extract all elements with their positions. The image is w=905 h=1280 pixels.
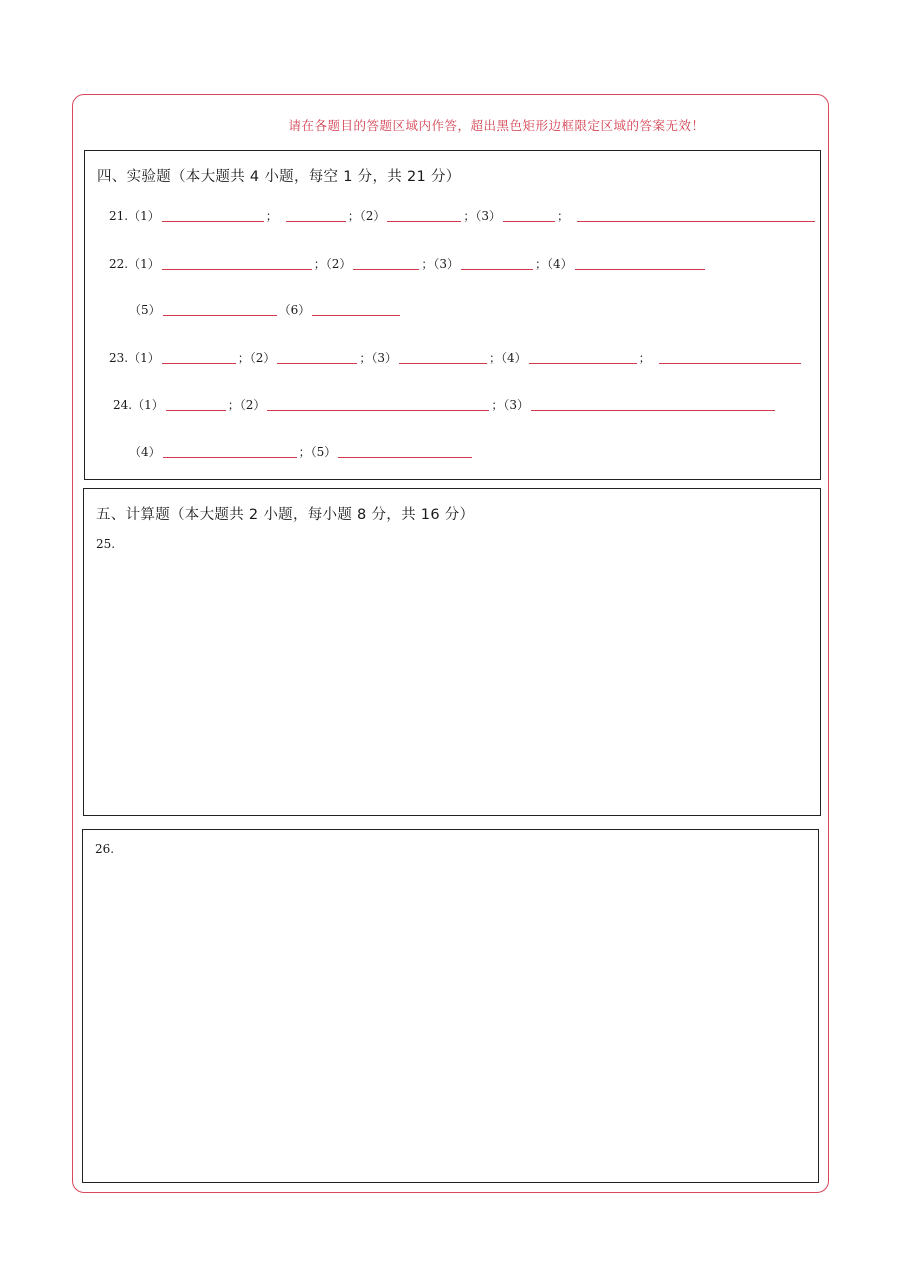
answer-blank[interactable] [162,220,264,222]
answer-blank[interactable] [659,362,801,364]
answer-blank[interactable] [267,409,489,411]
answer-blank[interactable] [575,268,705,270]
question-22-continued: （5） （6） [129,303,402,317]
answer-blank[interactable] [529,362,637,364]
answer-notice: 请在各题目的答题区域内作答，超出黑色矩形边框限定区域的答案无效！ [288,118,705,133]
answer-blank[interactable] [312,314,400,316]
answer-blank[interactable] [163,314,277,316]
question-21: 21. （1） ； ；（2） ；（3） ； [109,209,817,223]
answer-blank[interactable] [338,456,472,458]
section-title-calculation: 五、计算题（本大题共 2 小题，每小题 8 分，共 16 分） [96,507,475,523]
question-24-continued: （4） ；（5） [129,445,474,459]
question-23: 23. （1） ；（2） ；（3） ；（4） ； [109,351,803,365]
answer-blank[interactable] [162,268,312,270]
answer-blank[interactable] [166,409,226,411]
question-26-label: 26. [95,842,115,856]
answer-blank[interactable] [353,268,419,270]
answer-blank[interactable] [277,362,357,364]
section-title-experiment: 四、实验题（本大题共 4 小题，每空 1 分，共 21 分） [97,169,461,185]
answer-blank[interactable] [531,409,775,411]
answer-blank[interactable] [162,362,236,364]
experiment-section [84,150,821,480]
answer-blank[interactable] [387,220,461,222]
answer-blank[interactable] [577,220,815,222]
answer-blank[interactable] [399,362,487,364]
question-25-label: 25. [96,537,116,551]
calculation-section [83,488,821,816]
question-24: 24. （1） ；（2） ；（3） [113,398,777,412]
answer-blank[interactable] [461,268,533,270]
answer-blank[interactable] [286,220,346,222]
answer-blank[interactable] [503,220,555,222]
answer-blank[interactable] [163,456,297,458]
question-26-box [82,829,819,1183]
question-22: 22. （1） ；（2） ；（3） ；（4） [109,257,707,271]
